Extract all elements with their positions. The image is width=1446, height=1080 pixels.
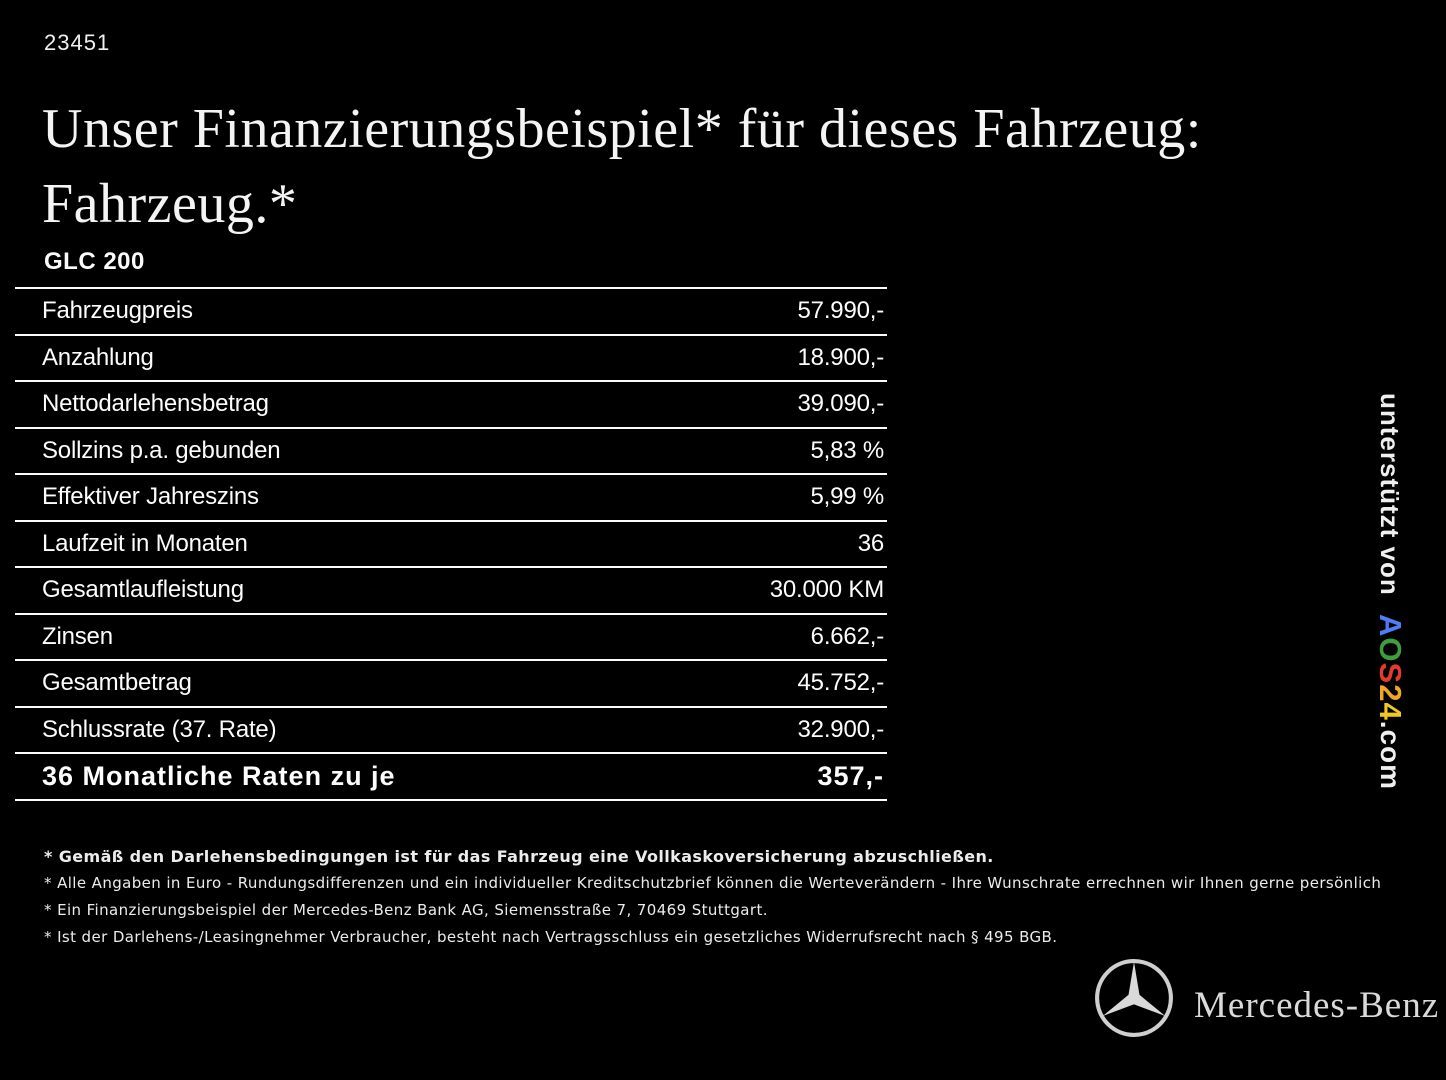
row-value: 18.900,- — [797, 343, 884, 371]
table-row — [15, 427, 887, 474]
row-label: Nettodarlehensbetrag — [42, 390, 269, 418]
row-label: 36 Monatliche Raten zu je — [42, 760, 396, 791]
row-label: Laufzeit in Monaten — [42, 529, 248, 557]
aos24-letter: A — [1373, 614, 1408, 638]
row-label: Sollzins p.a. gebunden — [42, 436, 281, 464]
row-label: Effektiver Jahreszins — [42, 483, 259, 511]
aos24-letter: O — [1373, 637, 1408, 663]
row-value: 32.900,- — [797, 715, 884, 743]
row-label: Anzahlung — [42, 343, 154, 371]
row-value: 45.752,- — [797, 669, 884, 697]
row-label: Gesamtlaufleistung — [42, 576, 244, 604]
row-value: 30.000 KM — [769, 576, 884, 604]
aos24-logo — [1373, 614, 1408, 721]
aos24-letter: 4 — [1373, 702, 1408, 721]
table-row — [15, 706, 887, 753]
footnote: * Gemäß den Darlehensbedingungen ist für das Fahrzeug eine Vollkaskoversicherung abzuschließen. — [44, 847, 994, 866]
row-value: 57.990,- — [797, 297, 884, 325]
table-row — [15, 473, 887, 520]
row-value: 357,- — [817, 760, 884, 791]
row-label: Fahrzeugpreis — [42, 297, 193, 325]
mercedes-benz-wordmark: Mercedes-Benz — [1194, 985, 1440, 1026]
table-row — [15, 659, 887, 706]
aos24-letter: S — [1373, 662, 1408, 685]
footnotes — [44, 843, 1381, 951]
table-row — [15, 287, 887, 334]
row-value: 5,99 % — [810, 483, 884, 511]
row-label: Schlussrate (37. Rate) — [42, 715, 277, 743]
reference-number: 23451 — [44, 30, 111, 55]
footnote: * Alle Angaben in Euro - Rundungsdifferenzen und ein individueller Kreditschutzbrief können die Werteverändern - Ihre Wunschrate errechnen wir Ihnen gerne persönlich — [44, 874, 1382, 892]
mercedes-star-icon — [1093, 957, 1175, 1039]
row-value: 39.090,- — [797, 390, 884, 418]
table-row — [15, 566, 887, 613]
finance-table — [15, 287, 887, 801]
page-title — [42, 92, 1202, 242]
row-label: Zinsen — [42, 622, 113, 650]
footnote: * Ein Finanzierungsbeispiel der Mercedes-Benz Bank AG, Siemensstraße 7, 70469 Stuttgart. — [44, 901, 768, 919]
page-title-line1: Unser Finanzierungsbeispiel* für dieses Fahrzeug: — [42, 98, 1202, 160]
supported-by-text: unterstützt von — [1375, 393, 1405, 604]
table-row — [15, 334, 887, 381]
row-label: Gesamtbetrag — [42, 669, 192, 697]
row-value: 36 — [857, 529, 884, 557]
table-row-monthly-rate — [15, 752, 887, 799]
aos24-letter: 2 — [1373, 684, 1408, 703]
vehicle-model-label: GLC 200 — [44, 248, 145, 275]
footnote: * Ist der Darlehens-/Leasingnehmer Verbraucher, besteht nach Vertragsschluss ein gesetzliches Widerrufsrecht nach § 495 BGB. — [44, 928, 1058, 946]
table-row — [15, 613, 887, 660]
supported-by-watermark — [1372, 393, 1408, 790]
table-row — [15, 380, 887, 427]
row-value: 5,83 % — [810, 436, 884, 464]
row-value: 6.662,- — [810, 622, 884, 650]
page-title-line2: Fahrzeug.* — [42, 173, 298, 235]
aos24-domain-suffix: .com — [1375, 720, 1406, 791]
table-row — [15, 520, 887, 567]
